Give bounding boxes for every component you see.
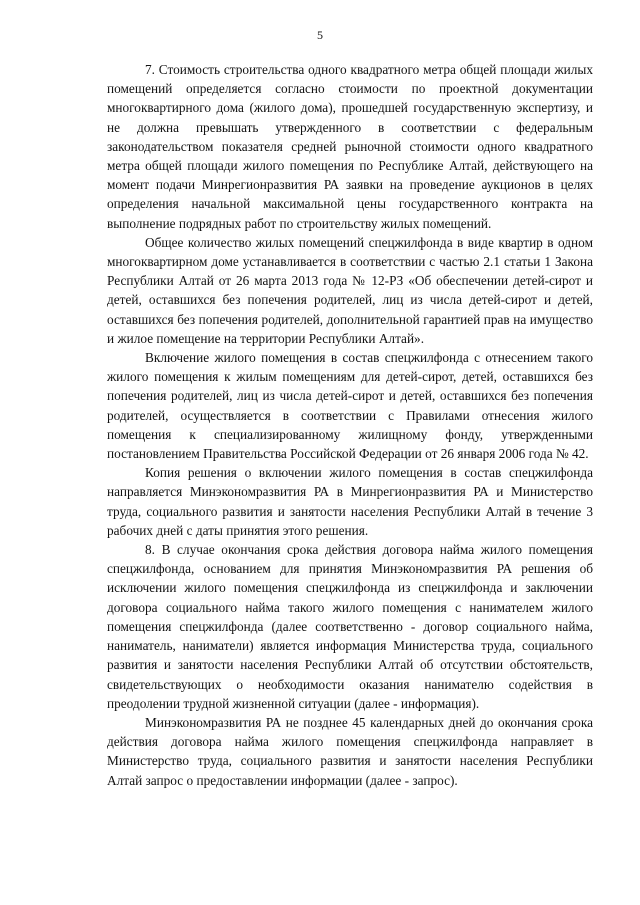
paragraph-apartment-count: Общее количество жилых помещений спецжилфонда в виде квартир в одном многоквартирном доме устанавливается в соответствии с частью 2.1 статьи 1 Закона Республики Алтай от 26 марта 2013 года № 12-РЗ «Об обеспечении детей-сирот и детей, оставшихся без попечения родителей, лиц из числа детей-сирот и детей, оставшихся без попечения родителей, дополнительной гарантией прав на имущество и жилое помещение на территории Республики Алтай». — [107, 234, 593, 346]
paragraph-7-construction-cost: 7. Стоимость строительства одного квадратного метра общей площади жилых помещений определяется согласно стоимости по проектной документации многоквартирного дома (жилого дома), прошедшей государственную экспертизу, и не должна превышать утвержденного в соответствии с федеральным законодательством показателя средней рыночной стоимости одного квадратного метра общей площади жилого помещения по Республике Алтай, действующего на момент подачи Минрегионразвития РА заявки на проведение аукционов в целях определения начальной максимальной цены государственного контракта на выполнение подрядных работ по строительству жилых помещений. — [107, 62, 593, 231]
paragraph-8-contract-end: 8. В случае окончания срока действия договора найма жилого помещения спецжилфонда, основанием для принятия Минэкономразвития РА решения об исключении жилого помещения спецжилфонда из спецжилфонда и заключении договора социального найма такого жилого помещения с нанимателем жилого помещения спецжилфонда (далее соответственно - договор социального найма, наниматель, наниматели) является информация Министерства труда, социального развития и занятости населения Республики Алтай об отсутствии обстоятельств, свидетельствующих о необходимости оказания нанимателю содействия в преодолении трудной жизненной ситуации (далее - информация). — [107, 542, 593, 711]
paragraph-inclusion-in-fund: Включение жилого помещения в состав спецжилфонда с отнесением такого жилого помещения к жилым помещениям для детей-сирот, детей, оставшихся без попечения родителей, лиц из числа детей-сирот и детей, оставшихся без попечения родителей, осуществляется в соответствии с Правилами отнесения жилого помещения к специализированному жилищному фонду, утвержденными постановлением Правительства Российской Федерации от 26 января 2006 года № 42. — [107, 350, 593, 462]
paragraph-information-request: Минэкономразвития РА не позднее 45 календарных дней до окончания срока действия договора найма жилого помещения спецжилфонда направляет в Министерство труда, социального развития и занятости населения Республики Алтай запрос о предоставлении информации (далее - запрос). — [107, 714, 593, 788]
paragraph-decision-copy: Копия решения о включении жилого помещения в состав спецжилфонда направляется Минэкономразвития РА в Минрегионразвития РА и Министерство труда, социального развития и занятости населения Республики Алтай в течение 3 рабочих дней с даты принятия этого решения. — [107, 465, 593, 538]
document-body — [107, 60, 593, 790]
page-number: 5 — [317, 28, 323, 42]
